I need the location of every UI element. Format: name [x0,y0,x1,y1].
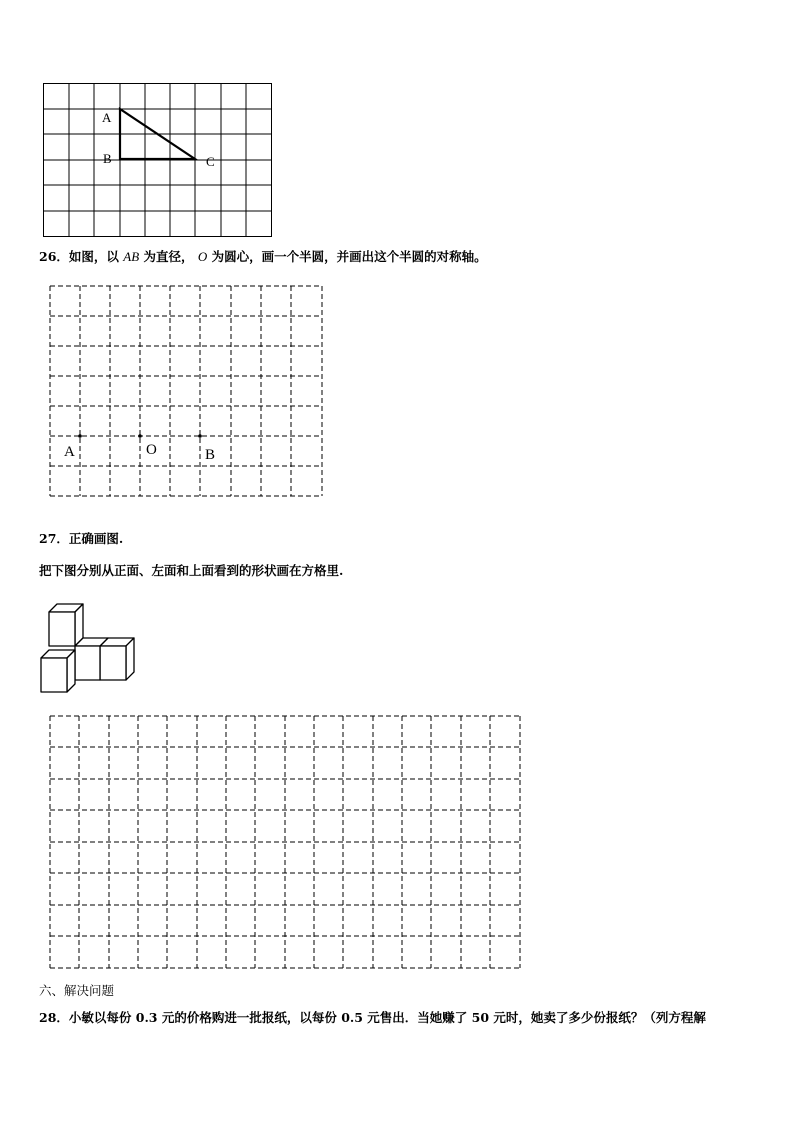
q28-number: 28． [39,1010,69,1025]
q28-question [39,1010,706,1026]
q26-text-1: 如图，以 [68,249,119,264]
label-a: A [64,444,75,460]
q26-number: 26． [39,249,69,264]
q26-dashed-grid[interactable] [45,282,327,502]
q25-grid-figure [40,80,276,240]
q26-o: O [197,249,208,264]
label-c: C [206,154,215,169]
label-b: B [205,447,216,463]
label-o: O [146,442,157,458]
q27-dashed-grid[interactable] [45,712,525,974]
q27-instruction: 把下图分别从正面、左面和上面看到的形状画在方格里. [39,563,344,578]
q27-title: 27．正确画图. [39,531,124,546]
q28-text: 小敏以每份 0.3 元的价格购进一批报纸，以每份 0.5 元售出．当她赚了 50 元时，她卖了多少份报纸？（列方程解 [68,1010,706,1025]
q26-text-3: 为圆心，画一个半圆，并画出这个半圆的对称轴。 [211,249,487,264]
section-6-title: 六、解决问题 [39,983,115,998]
label-b: B [103,151,112,166]
q26-ab: AB [123,249,140,264]
q26-question [39,249,487,265]
point-o [138,434,142,438]
q26-text-2: 为直径， [143,249,194,264]
point-a [78,434,82,438]
cube-figure [38,600,138,696]
point-b [198,434,202,438]
label-a: A [102,110,112,125]
